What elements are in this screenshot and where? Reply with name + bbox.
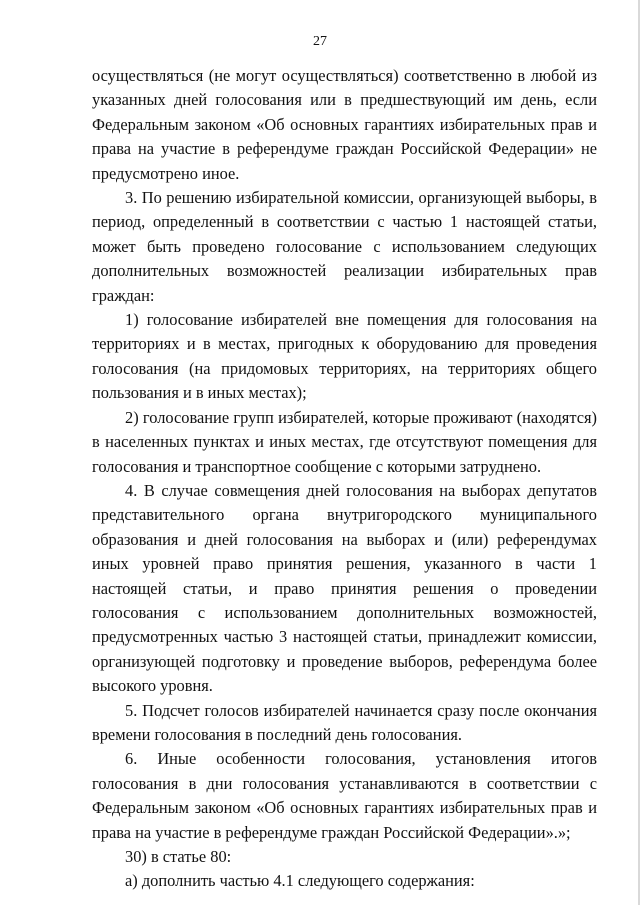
paragraph-item-4: 4. В случае совмещения дней голосования на выборах депутатов представительного органа внутригородского муниципального образования и дней голосования на выборах и (или) референдумах иных уровней право принятия решения, указанного в части 1 настоящей статьи, и право принятия решения о проведении голосования с использованием дополнительных возможностей, предусмотренных частью 3 настоящей статьи, принадлежит комиссии, организующей подготовку и проведение выборов, референдума более высокого уровня. bbox=[92, 480, 597, 696]
paragraph-item-6: 6. Иные особенности голосования, установления итогов голосования в дни голосования устанавливаются в соответствии с Федеральным законом «Об основных гарантиях избирательных прав и права на участие в референдуме граждан Российской Федерации».»; bbox=[92, 749, 597, 842]
paragraph-item-3: 3. По решению избирательной комиссии, организующей выборы, в период, определенный в соответствии с частью 1 настоящей статьи, может быть проведено голосование с использованием следующих дополнительных возможностей реализации избирательных прав граждан: bbox=[92, 188, 597, 305]
paragraph-subitem-2: 2) голосование групп избирателей, которые проживают (находятся) в населенных пунктах и иных местах, где отсутствуют помещения для голосования и транспортное сообщение с которыми затруднено. bbox=[92, 407, 597, 476]
page-number: 27 bbox=[313, 34, 327, 49]
paragraph-item-5: 5. Подсчет голосов избирателей начинается сразу после окончания времени голосования в последний день голосования. bbox=[92, 700, 597, 744]
paragraph-subitem-1: 1) голосование избирателей вне помещения для голосования на территориях и в местах, пригодных к оборудованию для проведения голосования (на придомовых территориях, на территориях общего пользования и в иных местах); bbox=[92, 310, 597, 403]
paragraph-subitem-a: а) дополнить частью 4.1 следующего содержания: bbox=[125, 871, 475, 891]
paragraph-item-30: 30) в статье 80: bbox=[125, 847, 232, 866]
document-body bbox=[92, 64, 597, 894]
paragraph-continuation: осуществляться (не могут осуществляться) соответственно в любой из указанных дней голосования или в предшествующий им день, если Федеральным законом «Об основных гарантиях избирательных прав и права на участие в референдуме граждан Российской Федерации» не предусмотрено иное. bbox=[92, 66, 597, 183]
